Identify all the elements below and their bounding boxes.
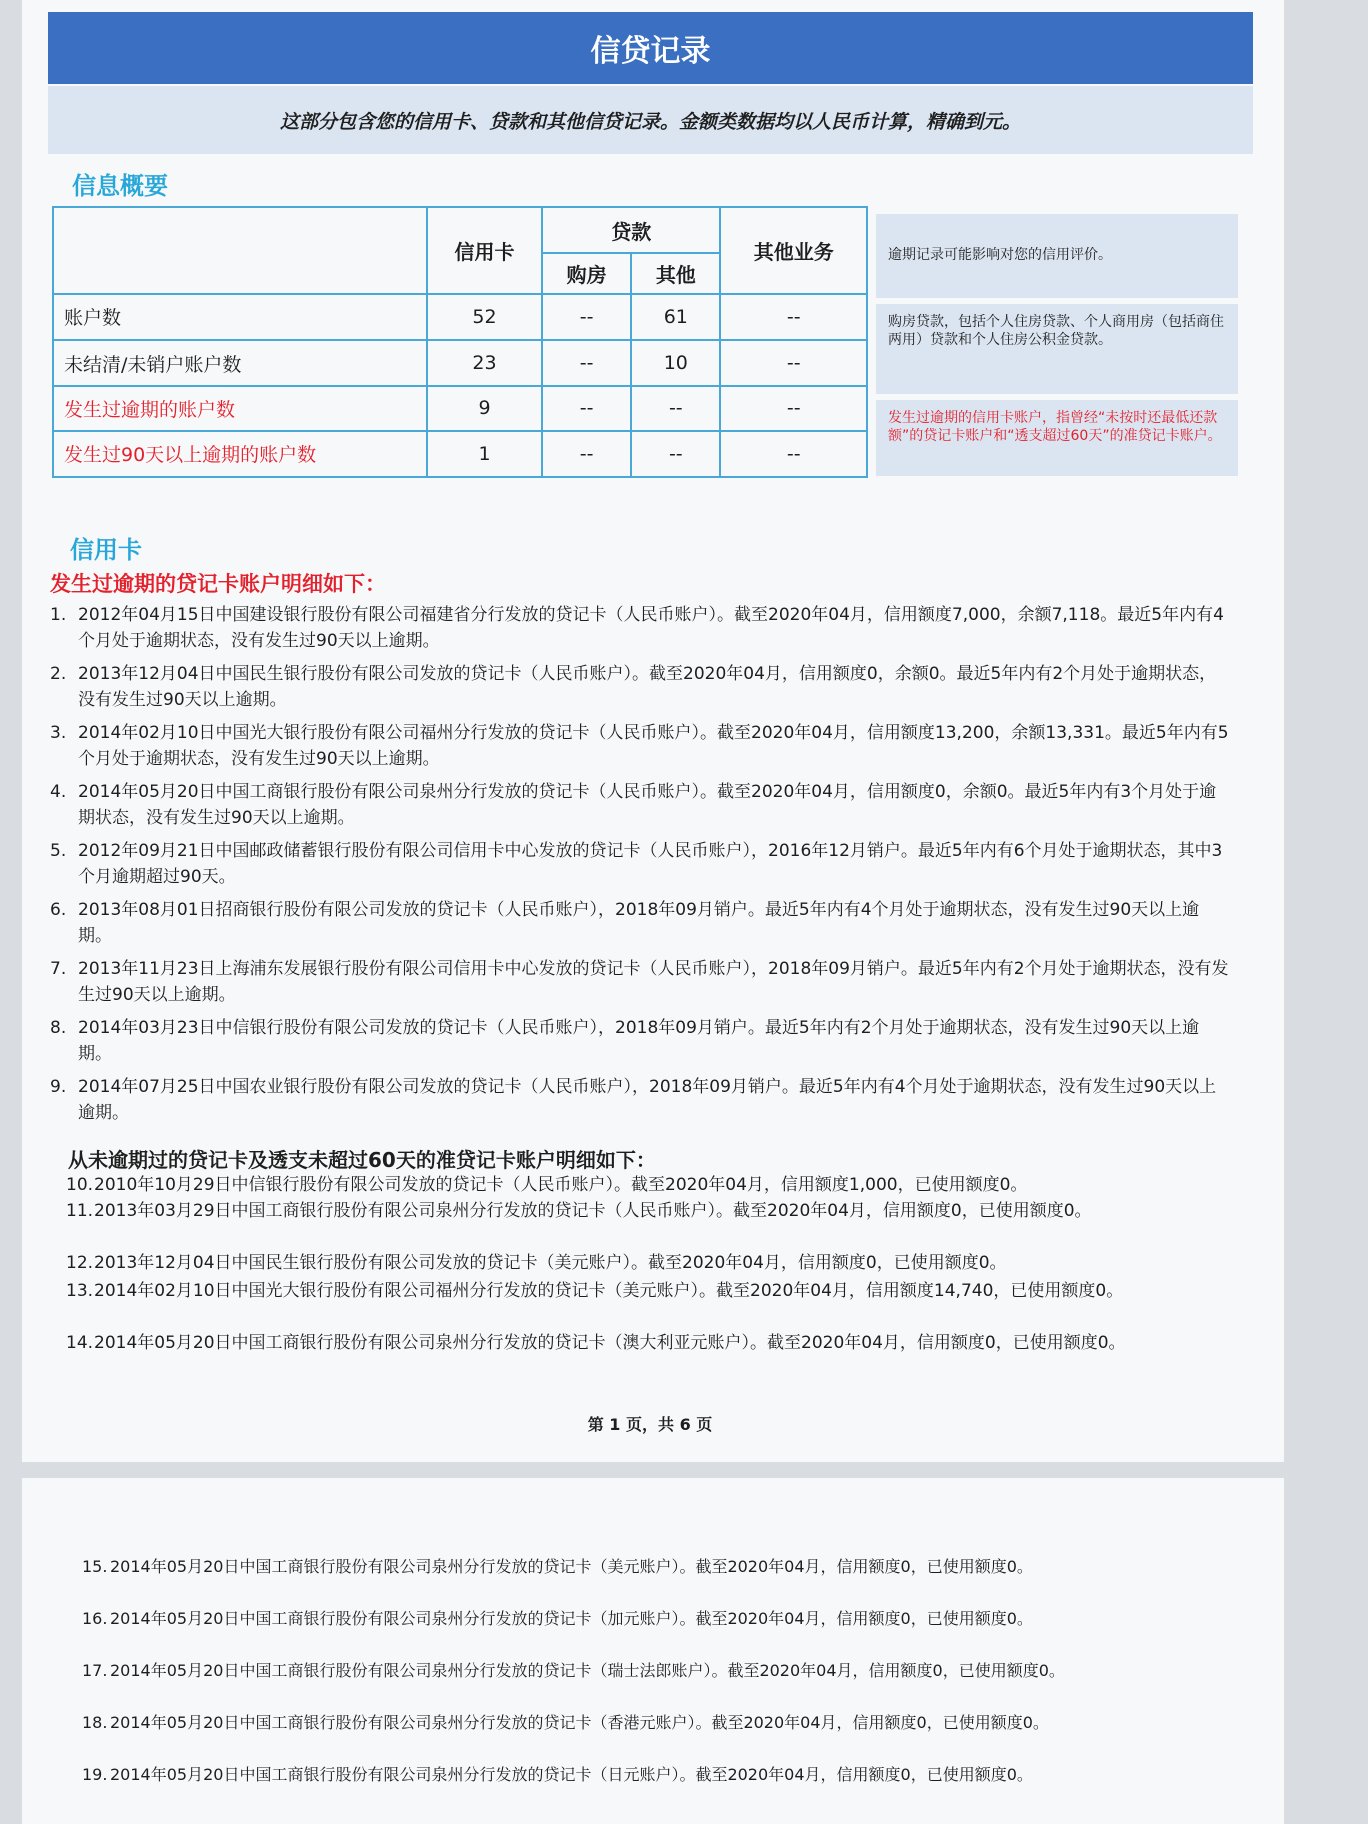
list-item [50,779,1230,838]
summary-row [53,431,867,477]
cell-other: -- [631,431,720,477]
header-loan: 贷款 [542,207,720,253]
cell-mortgage: -- [542,431,631,477]
note-overdue-impact: 逾期记录可能影响对您的信用评价。 [876,214,1238,298]
cell-card: 9 [427,386,542,430]
section-header [48,12,1253,84]
cell-business: -- [720,431,867,477]
note-overdue-definition: 发生过逾期的信用卡账户，指曾经“未按时还最低还款额”的贷记卡账户和“透支超过60天”的准贷记卡账户。 [876,400,1238,476]
item-number: 17. [82,1661,108,1680]
cell-card: 52 [427,294,542,340]
list-item [50,956,1230,1015]
normal-heading: 从未逾期过的贷记卡及透支未超过60天的准贷记卡账户明细如下： [68,1148,656,1172]
item-number: 10. [66,1175,94,1195]
item-number: 19. [82,1765,108,1784]
page2-list [82,1554,1212,1814]
note-mortgage-definition: 购房贷款，包括个人住房贷款、个人商用房（包括商住两用）贷款和个人住房公积金贷款。 [876,304,1238,394]
header-other: 其他 [631,253,720,293]
item-text: 2014年07月25日中国农业银行股份有限公司发放的贷记卡（人民币账户），2018年09月销户。最近5年内有4个月处于逾期状态，没有发生过90天以上逾期。 [78,1077,1217,1123]
row-label: 发生过90天以上逾期的账户数 [53,431,427,477]
list-item [66,1250,1236,1276]
item-text: 2014年05月20日中国工商银行股份有限公司泉州分行发放的贷记卡（瑞士法郎账户）。截至2020年04月，信用额度0，已使用额度0。 [110,1661,1065,1680]
item-number: 3. [50,723,67,743]
item-text: 2013年03月29日中国工商银行股份有限公司泉州分行发放的贷记卡（人民币账户）。截至2020年04月，信用额度0，已使用额度0。 [94,1201,1092,1221]
item-text: 2013年12月04日中国民生银行股份有限公司发放的贷记卡（人民币账户）。截至2020年04月，信用额度0，余额0。最近5年内有2个月处于逾期状态，没有发生过90天以上逾期。 [78,664,1217,710]
cell-other: 10 [631,340,720,386]
item-text: 2014年02月10日中国光大银行股份有限公司福州分行发放的贷记卡（人民币账户）。截至2020年04月，信用额度13,200，余额13,331。最近5年内有5个月处于逾期状态，没有发生过90天以上逾期。 [78,723,1229,769]
summary-table [52,206,868,478]
cell-other: -- [631,386,720,430]
item-text: 2014年05月20日中国工商银行股份有限公司泉州分行发放的贷记卡（香港元账户）。截至2020年04月，信用额度0，已使用额度0。 [110,1713,1049,1732]
item-text: 2014年02月10日中国光大银行股份有限公司福州分行发放的贷记卡（美元账户）。截至2020年04月，信用额度14,740，已使用额度0。 [94,1281,1124,1301]
item-text: 2014年05月20日中国工商银行股份有限公司泉州分行发放的贷记卡（美元账户）。截至2020年04月，信用额度0，已使用额度0。 [110,1557,1033,1576]
item-number: 8. [50,1018,67,1038]
item-number: 1. [50,605,67,625]
item-number: 6. [50,900,67,920]
item-text: 2014年05月20日中国工商银行股份有限公司泉州分行发放的贷记卡（人民币账户）。截至2020年04月，信用额度0，余额0。最近5年内有3个月处于逾期状态，没有发生过90天以上逾期。 [78,782,1217,828]
header-mortgage: 购房 [542,253,631,293]
section-subtitle-bar [48,86,1253,154]
header-other-business: 其他业务 [720,207,867,294]
list-item [66,1172,1236,1198]
overdue-heading: 发生过逾期的贷记卡账户明细如下： [50,572,386,596]
section-subtitle: 这部分包含您的信用卡、贷款和其他信贷记录。金额类数据均以人民币计算，精确到元。 [279,110,1021,133]
cell-mortgage: -- [542,386,631,430]
cell-business: -- [720,340,867,386]
item-number: 4. [50,782,67,802]
item-text: 2012年04月15日中国建设银行股份有限公司福建省分行发放的贷记卡（人民币账户）。截至2020年04月，信用额度7,000，余额7,118。最近5年内有4个月处于逾期状态，没有发生过90天以上逾期。 [78,605,1224,651]
item-text: 2014年05月20日中国工商银行股份有限公司泉州分行发放的贷记卡（澳大利亚元账户）。截至2020年04月，信用额度0，已使用额度0。 [94,1333,1126,1353]
item-number: 5. [50,841,67,861]
list-item [66,1198,1236,1250]
credit-card-title: 信用卡 [70,536,142,564]
item-text: 2014年05月20日中国工商银行股份有限公司泉州分行发放的贷记卡（加元账户）。截至2020年04月，信用额度0，已使用额度0。 [110,1609,1033,1628]
list-item [50,661,1230,720]
item-number: 15. [82,1557,108,1576]
item-text: 2013年12月04日中国民生银行股份有限公司发放的贷记卡（美元账户）。截至2020年04月，信用额度0，已使用额度0。 [94,1253,1007,1273]
list-item [66,1330,1236,1382]
cell-mortgage: -- [542,294,631,340]
cell-card: 1 [427,431,542,477]
row-label: 未结清/未销户账户数 [53,340,427,386]
row-label: 账户数 [53,294,427,340]
item-text: 2010年10月29日中信银行股份有限公司发放的贷记卡（人民币账户）。截至2020年04月，信用额度1,000，已使用额度0。 [94,1175,1028,1195]
item-number: 11. [66,1201,94,1221]
list-item [50,720,1230,779]
normal-list [66,1172,1236,1382]
summary-corner-cell [53,207,427,294]
cell-business: -- [720,294,867,340]
item-number: 13. [66,1281,94,1301]
item-number: 12. [66,1253,94,1273]
list-item [50,1074,1230,1133]
cell-other: 61 [631,294,720,340]
summary-notes [876,214,1238,482]
item-number: 7. [50,959,67,979]
item-text: 2013年11月23日上海浦东发展银行股份有限公司信用卡中心发放的贷记卡（人民币账户），2018年09月销户。最近5年内有2个月处于逾期状态，没有发生过90天以上逾期。 [78,959,1229,1005]
summary-row [53,340,867,386]
header-credit-card: 信用卡 [427,207,542,294]
list-item [82,1710,1212,1762]
page-number: 第 1 页，共 6 页 [587,1415,713,1434]
summary-row [53,294,867,340]
summary-row [53,386,867,430]
row-label: 发生过逾期的账户数 [53,386,427,430]
list-item [82,1554,1212,1606]
list-item [50,1015,1230,1074]
list-item [82,1606,1212,1658]
item-text: 2013年08月01日招商银行股份有限公司发放的贷记卡（人民币账户），2018年09月销户。最近5年内有4个月处于逾期状态，没有发生过90天以上逾期。 [78,900,1200,946]
item-text: 2012年09月21日中国邮政储蓄银行股份有限公司信用卡中心发放的贷记卡（人民币账户），2016年12月销户。最近5年内有6个月处于逾期状态，其中3个月逾期超过90天。 [78,841,1223,887]
item-number: 14. [66,1333,94,1353]
list-item [50,838,1230,897]
list-item [66,1278,1236,1330]
item-number: 18. [82,1713,108,1732]
list-item [50,897,1230,956]
section-title: 信贷记录 [590,34,711,69]
list-item [82,1658,1212,1710]
cell-business: -- [720,386,867,430]
item-text: 2014年05月20日中国工商银行股份有限公司泉州分行发放的贷记卡（日元账户）。截至2020年04月，信用额度0，已使用额度0。 [110,1765,1033,1784]
item-number: 16. [82,1609,108,1628]
overdue-list [50,602,1230,1133]
list-item [82,1762,1212,1814]
list-item [50,602,1230,661]
item-text: 2014年03月23日中信银行股份有限公司发放的贷记卡（人民币账户），2018年09月销户。最近5年内有2个月处于逾期状态，没有发生过90天以上逾期。 [78,1018,1200,1064]
summary-title: 信息概要 [72,172,168,200]
item-number: 2. [50,664,67,684]
cell-mortgage: -- [542,340,631,386]
item-number: 9. [50,1077,67,1097]
cell-card: 23 [427,340,542,386]
